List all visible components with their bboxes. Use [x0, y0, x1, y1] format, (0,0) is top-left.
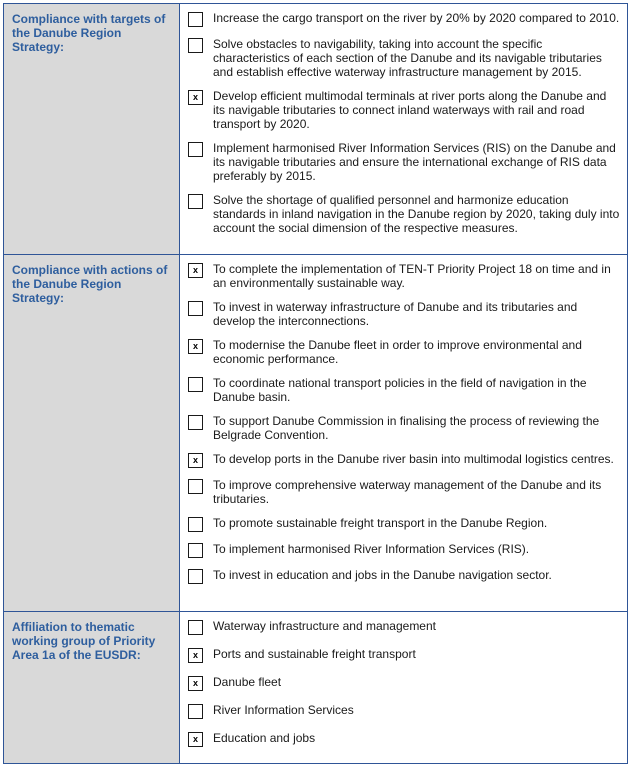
checkbox-unchecked[interactable] [188, 301, 203, 316]
option-label: To support Danube Commission in finalising the process of reviewing the Belgrade Convention. [213, 414, 600, 442]
actions-options [180, 255, 628, 612]
actions-row [4, 255, 628, 612]
checkbox-checked[interactable]: x [188, 263, 203, 278]
targets-options [180, 4, 628, 255]
checkbox-checked[interactable]: x [188, 453, 203, 468]
checkbox-checked[interactable]: x [188, 648, 203, 663]
checkbox-unchecked[interactable] [188, 415, 203, 430]
checkbox-option[interactable] [186, 89, 621, 131]
option-label: Waterway infrastructure and management [213, 619, 436, 633]
checkbox-unchecked[interactable] [188, 543, 203, 558]
option-label: Solve the shortage of qualified personnel and harmonize education standards in inland navigation in the Danube region by 2020, taking duly into account the social dimension of the respective measures. [213, 193, 620, 235]
option-label: To improve comprehensive waterway management of the Danube and its tributaries. [213, 478, 602, 506]
compliance-table [3, 3, 628, 764]
checkbox-unchecked[interactable] [188, 38, 203, 53]
checkbox-unchecked[interactable] [188, 704, 203, 719]
checkbox-option[interactable] [186, 338, 621, 366]
option-label: River Information Services [213, 703, 354, 717]
checkbox-option[interactable] [186, 376, 621, 404]
checkbox-option[interactable] [186, 731, 621, 747]
checkbox-checked[interactable]: x [188, 90, 203, 105]
checkbox-option[interactable] [186, 37, 621, 79]
checkbox-option[interactable] [186, 647, 621, 663]
checkbox-checked[interactable]: x [188, 732, 203, 747]
checkbox-option[interactable] [186, 452, 621, 468]
affiliation-options [180, 612, 628, 764]
option-label: To invest in waterway infrastructure of Danube and its tributaries and develop the interconnections. [213, 300, 578, 328]
checkbox-checked[interactable]: x [188, 676, 203, 691]
checkbox-option[interactable] [186, 262, 621, 290]
checkbox-option[interactable] [186, 300, 621, 328]
option-label: To coordinate national transport policies in the field of navigation in the Danube basin. [213, 376, 587, 404]
checkbox-unchecked[interactable] [188, 377, 203, 392]
checkbox-unchecked[interactable] [188, 569, 203, 584]
option-label: To develop ports in the Danube river basin into multimodal logistics centres. [213, 452, 614, 466]
option-label: Implement harmonised River Information Services (RIS) on the Danube and its navigable tributaries and ensure the international exchange of RIS data preferably by 2015. [213, 141, 616, 183]
checkbox-option[interactable] [186, 703, 621, 719]
checkbox-option[interactable] [186, 11, 621, 27]
checkbox-unchecked[interactable] [188, 12, 203, 27]
checkbox-unchecked[interactable] [188, 620, 203, 635]
option-label: Develop efficient multimodal terminals at river ports along the Danube and its navigable tributaries to connect inland waterways with rail and road transport by 2020. [213, 89, 607, 131]
targets-row [4, 4, 628, 255]
checkbox-checked[interactable]: x [188, 339, 203, 354]
option-label: Solve obstacles to navigability, taking into account the specific characteristics of each section of the Danube and its navigable tributaries and establish effective waterway infrastructure management by 2015. [213, 37, 602, 79]
checkbox-option[interactable] [186, 568, 621, 584]
option-label: Increase the cargo transport on the river by 20% by 2020 compared to 2010. [213, 11, 620, 25]
option-label: To implement harmonised River Information Services (RIS). [213, 542, 530, 556]
option-label: To invest in education and jobs in the Danube navigation sector. [213, 568, 552, 582]
option-label: Danube fleet [213, 675, 282, 689]
option-label: To complete the implementation of TEN-T Priority Project 18 on time and in an environmentally sustainable way. [213, 262, 611, 290]
checkbox-option[interactable] [186, 414, 621, 442]
checkbox-option[interactable] [186, 478, 621, 506]
checkbox-option[interactable] [186, 141, 621, 183]
checkbox-option[interactable] [186, 542, 621, 558]
checkbox-option[interactable] [186, 619, 621, 635]
actions-label: Compliance with actions of the Danube Region Strategy: [4, 255, 180, 612]
checkbox-unchecked[interactable] [188, 479, 203, 494]
option-label: Ports and sustainable freight transport [213, 647, 416, 661]
option-label: To promote sustainable freight transport in the Danube Region. [213, 516, 548, 530]
option-label: Education and jobs [213, 731, 316, 745]
targets-label: Compliance with targets of the Danube Region Strategy: [4, 4, 180, 255]
checkbox-unchecked[interactable] [188, 142, 203, 157]
checkbox-option[interactable] [186, 193, 621, 235]
checkbox-option[interactable] [186, 675, 621, 691]
affiliation-label: Affiliation to thematic working group of Priority Area 1a of the EUSDR: [4, 612, 180, 764]
affiliation-row [4, 612, 628, 764]
checkbox-option[interactable] [186, 516, 621, 532]
option-label: To modernise the Danube fleet in order to improve environmental and economic performance. [213, 338, 582, 366]
checkbox-unchecked[interactable] [188, 194, 203, 209]
checkbox-unchecked[interactable] [188, 517, 203, 532]
